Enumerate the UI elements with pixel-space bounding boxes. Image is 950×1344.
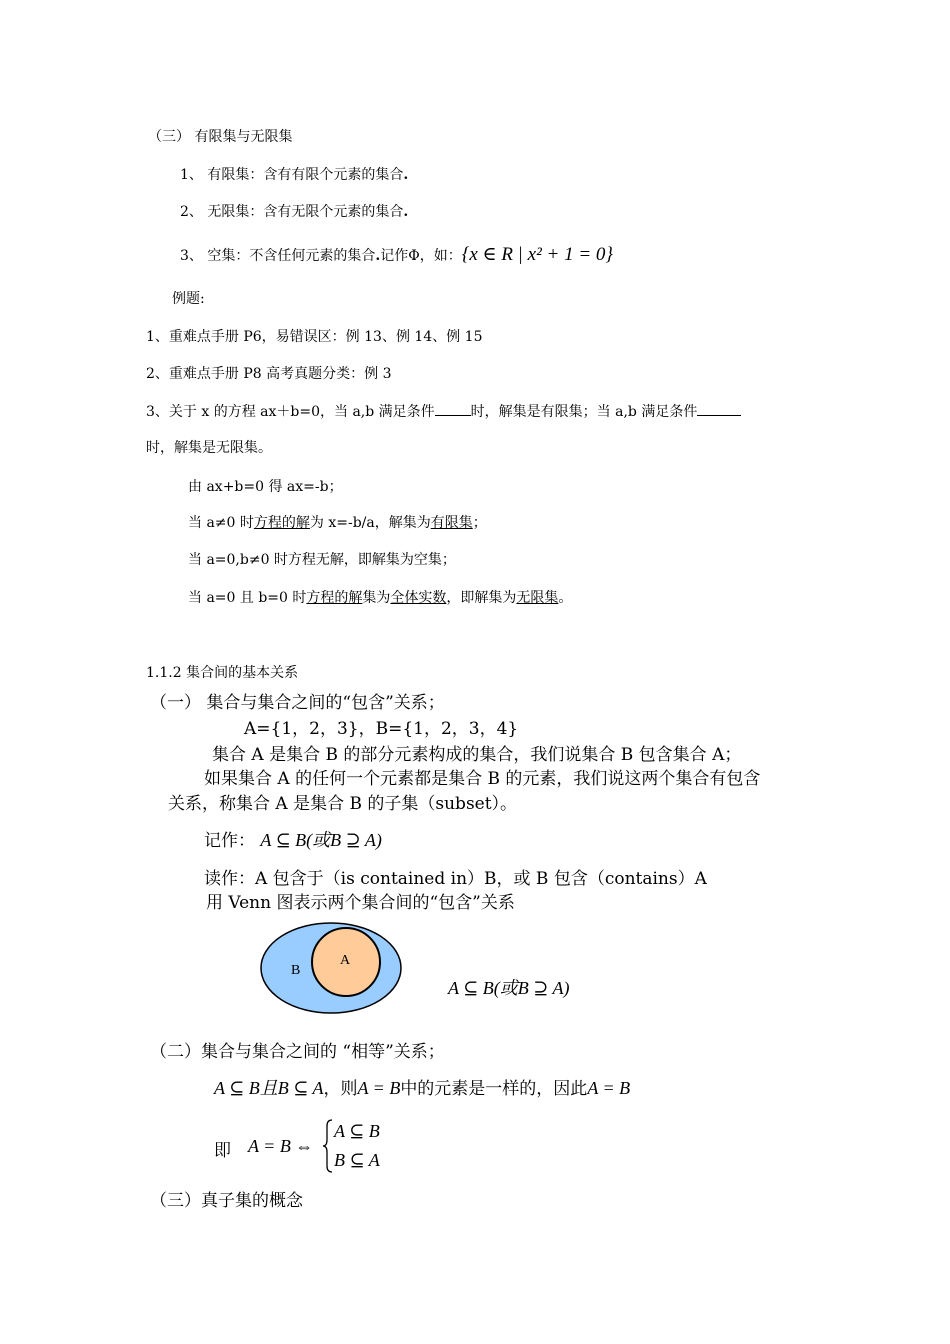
answer-blank-1 (435, 403, 471, 416)
example-3-line-1 (146, 401, 741, 421)
finite-set-definition (180, 164, 408, 184)
solution-step-1: 由 ax+b=0 得 ax=-b； (188, 479, 343, 495)
infinite-set-definition (180, 201, 408, 221)
solution-2-underline-2: 有限集 (430, 515, 473, 531)
venn-diagram (258, 920, 404, 1016)
venn-formula: A ⊆ B(或B ⊇ A) (448, 978, 570, 998)
equivalence-lhs: A = B ⇔ (248, 1136, 314, 1156)
notation-label: 记作： (204, 831, 255, 851)
subsection-containment: （一） 集合与集合之间的“包含”关系； (150, 693, 445, 713)
solution-step-2 (188, 512, 487, 532)
sets-example: A={1，2，3}，B={1，2，3，4} (244, 719, 519, 739)
empty-set-definition (180, 243, 613, 266)
containment-paragraph-1: 集合 A 是集合 B 的部分元素构成的集合，我们说集合 B 包含集合 A； (212, 745, 742, 765)
solution-4-a: 当 a=0 且 b=0 时 (188, 590, 307, 606)
reading-line: 读作：A 包含于（is contained in）B，或 B 包含（contains）A (204, 869, 707, 889)
equality-statement (214, 1074, 630, 1100)
solution-4-d: 。 (558, 590, 573, 606)
solution-2-underline-1: 方程的解 (253, 515, 310, 531)
venn-caption: 用 Venn 图表示两个集合间的“包含”关系 (206, 893, 515, 913)
solution-4-underline-3: 无限集 (516, 590, 559, 606)
example-3-text-b: 时，解集是有限集；当 a,b 满足条件 (470, 404, 698, 420)
equivalence-label: 即 (214, 1141, 231, 1161)
bullet-dot: . (403, 204, 409, 220)
section-heading-finite-infinite: （三） 有限集与无限集 (148, 129, 293, 145)
equivalence-top: A ⊆ B (334, 1121, 380, 1141)
left-brace-icon (322, 1118, 334, 1174)
bullet-dot: . (403, 167, 409, 183)
subsection-equality: （二）集合与集合之间的 “相等”关系； (150, 1042, 445, 1062)
equality-conclusion: A = B (587, 1078, 631, 1098)
empty-set-note: 记作Φ，如： (380, 248, 462, 264)
examples-label: 例题: (172, 291, 205, 307)
bullet-dot: . (375, 248, 381, 264)
containment-paragraph-2-line-1: 如果集合 A 的任何一个元素都是集合 B 的元素，我们说这两个集合有包含 (204, 769, 761, 789)
solution-4-b: 集为 (362, 590, 391, 606)
solution-2-a: 当 a≠0 时 (188, 515, 254, 531)
infinite-set-text: 2、 无限集：含有无限个元素的集合 (180, 204, 404, 220)
solution-4-c: ，即解集为 (446, 590, 517, 606)
venn-inner-label: A (340, 953, 351, 968)
section-heading-basic-relations: 1.1.2 集合间的基本关系 (146, 665, 299, 681)
example-2: 2、重难点手册 P8 高考真题分类：例 3 (146, 366, 392, 382)
equality-text: 中的元素是一样的，因此 (400, 1079, 588, 1099)
subsection-proper-subset: （三）真子集的概念 (150, 1191, 303, 1211)
empty-set-formula: {x ∈ R | x² + 1 = 0} (461, 244, 614, 265)
example-1: 1、重难点手册 P6，易错误区：例 13、例 14、例 15 (146, 329, 483, 345)
notation-line (204, 826, 382, 852)
example-3-text-a: 3、关于 x 的方程 ax＋b=0，当 a,b 满足条件 (146, 404, 435, 420)
solution-4-underline-1: 方程的解 (306, 590, 363, 606)
equality-sets: A = B (357, 1078, 401, 1098)
equivalence-bottom: B ⊆ A (334, 1150, 380, 1170)
notation-formula: A ⊆ B(或B ⊇ A) (260, 830, 382, 850)
venn-outer-label: B (291, 963, 301, 978)
empty-set-text: 3、 空集：不含任何元素的集合 (180, 248, 376, 264)
solution-step-4 (188, 587, 572, 607)
finite-set-text: 1、 有限集：含有有限个元素的集合 (180, 167, 404, 183)
example-3-line-2: 时，解集是无限集。 (146, 440, 272, 456)
solution-step-3: 当 a=0,b≠0 时方程无解，即解集为空集； (188, 552, 456, 568)
equality-then: ，则 (323, 1079, 358, 1099)
equality-condition: A ⊆ B且B ⊆ A (214, 1078, 324, 1098)
answer-blank-2 (697, 403, 741, 416)
solution-2-b: 为 x=-b/a，解集为 (309, 515, 431, 531)
solution-4-underline-2: 全体实数 (390, 590, 447, 606)
containment-paragraph-2-line-2: 关系，称集合 A 是集合 B 的子集（subset）。 (168, 794, 518, 814)
solution-2-c: ； (472, 515, 487, 531)
